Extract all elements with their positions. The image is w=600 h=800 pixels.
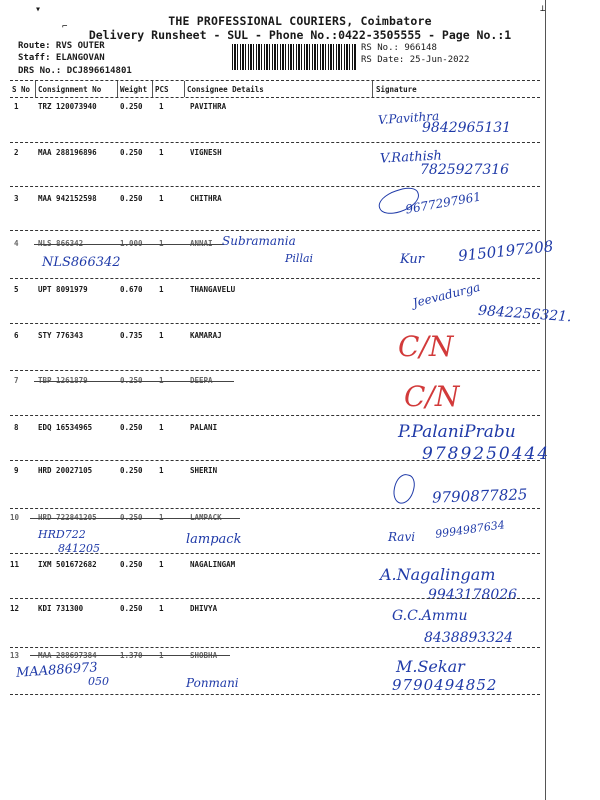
row-sno: 4 (14, 239, 19, 248)
row-rule (10, 142, 540, 143)
col-sep (117, 81, 118, 97)
col-sno: S No (12, 85, 31, 94)
route-label: Route: RVS OUTER (18, 41, 105, 51)
strike-line (30, 655, 230, 656)
row-sno: 8 (14, 423, 19, 432)
hw-consignment: NLS866342 (42, 255, 121, 270)
row-consignment: MAA 288196896 (38, 148, 97, 157)
margin-mark: ⊥ (540, 4, 546, 14)
company-title: THE PROFESSIONAL COURIERS, Coimbatore (168, 14, 432, 28)
row-consignee: CHITHRA (190, 194, 222, 203)
hw-phone: 9150197208 (457, 237, 555, 265)
hw-signature: V.Rathish (379, 148, 443, 167)
row-pcs: 1 (159, 331, 164, 340)
row-sno: 13 (10, 651, 20, 660)
row-pcs: 1 (159, 376, 164, 385)
row-consignee: VIGNESH (190, 148, 222, 157)
col-pcs: PCS (155, 85, 169, 94)
hw-cn-mark: C/N (404, 380, 460, 413)
row-rule (10, 553, 540, 554)
drs-label: DRS No.: DCJ896614801 (18, 66, 132, 76)
row-consignment: MAA 942152598 (38, 194, 97, 203)
hw-phone: 9790494852 (392, 676, 498, 694)
row-pcs: 1 (159, 148, 164, 157)
hw-phone: 9790877825 (431, 485, 528, 507)
row-sno: 2 (14, 148, 19, 157)
row-consignment: IXM 501672682 (38, 560, 97, 569)
runsheet-subtitle: Delivery Runsheet - SUL - Phone No.:0422-3505555 - Page No.:1 (88, 28, 512, 42)
row-rule (10, 186, 540, 187)
hw-consignment: MAA886973 (15, 660, 99, 681)
row-weight: 1.000 (120, 239, 143, 248)
hw-phone: 8438893324 (424, 630, 514, 646)
row-sno: 12 (10, 604, 20, 613)
row-consignment: EDQ 16534965 (38, 423, 93, 432)
row-consignee: NAGALINGAM (190, 560, 236, 569)
hw-phone: 9789250444 (422, 444, 551, 464)
strike-line (30, 518, 240, 519)
row-consignment: NLS 866342 (38, 239, 84, 248)
row-consignment: HRD 722841205 (38, 513, 97, 522)
row-sno: 11 (10, 560, 20, 569)
col-signature: Signature (376, 85, 417, 94)
row-rule (10, 230, 540, 231)
col-consignment: Consignment No (38, 85, 102, 94)
row-weight: 1.370 (120, 651, 143, 660)
row-pcs: 1 (159, 466, 164, 475)
right-margin-line (545, 0, 546, 800)
row-weight: 0.250 (120, 102, 143, 111)
col-sep (184, 81, 185, 97)
row-rule (10, 694, 540, 695)
row-weight: 0.735 (120, 331, 143, 340)
row-pcs: 1 (159, 239, 164, 248)
row-consignment: TRZ 120073940 (38, 102, 97, 111)
hw-signature: A.Nagalingam (380, 565, 496, 584)
hw-phone: 9994987634 (434, 518, 506, 541)
row-consignee: SHOBHA (190, 651, 218, 660)
barcode (232, 44, 357, 70)
scribble-signature (391, 472, 417, 506)
row-pcs: 1 (159, 194, 164, 203)
row-consignee: PALANI (190, 423, 218, 432)
row-sno: 9 (14, 466, 19, 475)
row-consignment: TBP 1261879 (38, 376, 88, 385)
row-pcs: 1 (159, 285, 164, 294)
row-weight: 0.250 (120, 513, 143, 522)
row-consignment: STY 776343 (38, 331, 84, 340)
row-pcs: 1 (159, 102, 164, 111)
row-consignment: KDI 731300 (38, 604, 84, 613)
hw-signature: P.PalaniPrabu (398, 422, 516, 442)
row-pcs: 1 (159, 513, 164, 522)
row-rule (10, 278, 540, 279)
hw-signature: Jeevadurga (411, 279, 482, 311)
row-sno: 3 (14, 194, 19, 203)
col-weight: Weight (120, 85, 148, 94)
row-consignment: UPT 8091979 (38, 285, 88, 294)
hw-consignment: HRD722 (38, 528, 86, 541)
hw-phone: 9842256321. (477, 302, 572, 326)
row-sno: 1 (14, 102, 19, 111)
col-sep (152, 81, 153, 97)
row-consignee: KAMARAJ (190, 331, 222, 340)
col-sep (372, 81, 373, 97)
row-consignment: MAA 288697384 (38, 651, 97, 660)
row-sno: 5 (14, 285, 19, 294)
row-consignee: ANNAI (190, 239, 213, 248)
hw-note: lampack (186, 532, 242, 547)
row-rule (10, 647, 540, 648)
row-weight: 0.250 (120, 466, 143, 475)
hw-consignment: 841205 (58, 542, 100, 555)
row-sno: 7 (14, 376, 19, 385)
header-top-rule (10, 80, 540, 81)
hw-phone: 9943178026 (428, 587, 518, 603)
row-weight: 0.250 (120, 148, 143, 157)
row-weight: 0.250 (120, 560, 143, 569)
row-consignee: PAVITHRA (190, 102, 227, 111)
row-rule (10, 460, 540, 461)
row-weight: 0.250 (120, 604, 143, 613)
hw-signature: M.Sekar (396, 657, 465, 676)
row-consignment: HRD 20027105 (38, 466, 93, 475)
row-rule (10, 370, 540, 371)
row-rule (10, 323, 540, 324)
col-sep (35, 81, 36, 97)
hw-phone: 9842965131 (422, 120, 512, 136)
hw-note: Pillai (285, 252, 314, 265)
row-consignee: DEEPA (190, 376, 213, 385)
header-bottom-rule (10, 97, 540, 98)
row-weight: 0.250 (120, 423, 143, 432)
row-pcs: 1 (159, 423, 164, 432)
hw-phone: 9677297961 (404, 189, 482, 217)
row-weight: 0.250 (120, 194, 143, 203)
row-pcs: 1 (159, 560, 164, 569)
row-weight: 0.250 (120, 376, 143, 385)
hw-note: Ponmani (186, 676, 239, 690)
row-pcs: 1 (159, 604, 164, 613)
row-rule (10, 598, 540, 599)
hw-phone: 7825927316 (420, 162, 510, 178)
hw-signature: Kur (400, 252, 425, 267)
row-consignee: SHERIN (190, 466, 218, 475)
row-consignee: DHIVYA (190, 604, 218, 613)
row-rule (10, 508, 540, 509)
hw-signature: G.C.Ammu (392, 608, 468, 624)
row-consignee: THANGAVELU (190, 285, 236, 294)
row-sno: 6 (14, 331, 19, 340)
corner-mark: ▾ (35, 4, 42, 15)
hw-signature: V.Pavithra (377, 108, 440, 128)
hw-note: Subramania (222, 234, 296, 248)
rs-no-label: RS No.: 966148 (361, 43, 437, 53)
row-sno: 10 (10, 513, 20, 522)
row-weight: 0.670 (120, 285, 143, 294)
staff-label: Staff: ELANGOVAN (18, 53, 105, 63)
rs-date-label: RS Date: 25-Jun-2022 (361, 55, 470, 65)
strike-line (34, 244, 224, 245)
row-rule (10, 415, 540, 416)
hw-signature: Ravi (388, 530, 416, 544)
col-consignee: Consignee Details (187, 85, 264, 94)
hw-consignment: 050 (88, 675, 109, 688)
corner-mark-2: ⌐ (62, 22, 68, 32)
strike-line (34, 381, 234, 382)
hw-cn-mark: C/N (398, 330, 454, 363)
row-pcs: 1 (159, 651, 164, 660)
row-consignee: LAMPACK (190, 513, 222, 522)
